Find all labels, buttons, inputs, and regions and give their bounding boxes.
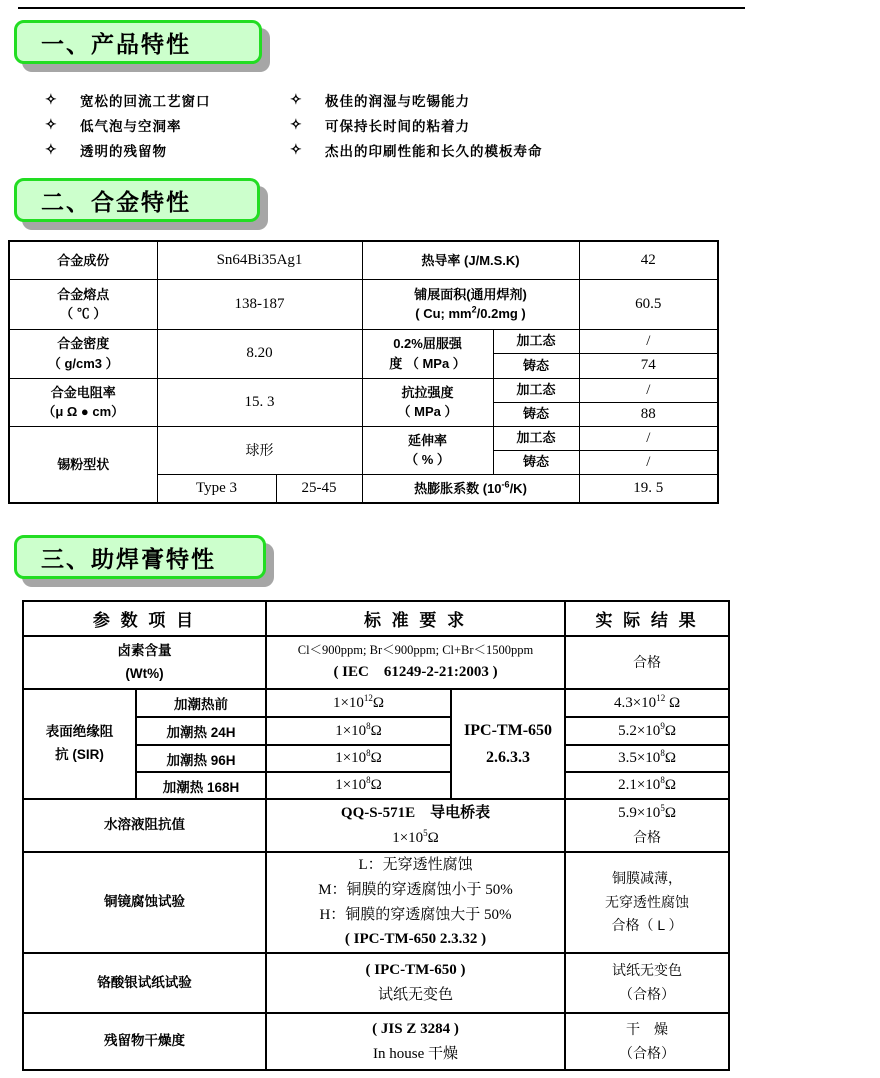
label-line: 合金电阻率 [50,384,116,400]
sir-result: $5.2\times 10^9\Omega$ [565,717,729,745]
diamond-bullet-icon: ✧ [290,116,302,132]
method-line: 2.6.3.3 [486,749,531,766]
result-line: 合格（ L ） [611,917,683,934]
silver-chromate-standard [266,953,565,1013]
section1-banner [14,20,262,64]
label-line: （ % ） [405,452,450,467]
diamond-bullet-icon: ✧ [45,116,57,132]
yield-wrought-value: / [579,329,718,353]
standard-line: In house 干燥 [373,1045,459,1062]
sir-condition: 加潮热 96H [136,745,266,772]
standard-line: M：铜膜的穿透腐蚀小于 50% [318,881,513,898]
section3-banner [14,535,266,579]
label-line: 延伸率 [408,432,448,448]
label-line: （ MPa ） [397,404,458,419]
residue-dryness-label: 残留物干燥度 [23,1013,266,1070]
sir-result: $3.5\times 10^8\Omega$ [565,745,729,772]
silver-chromate-result [565,953,729,1013]
diamond-bullet-icon: ✧ [290,141,302,157]
resistivity-value: 15. 3 [157,378,362,426]
label-line: 抗拉强度 [401,384,454,400]
solution-resistance-standard [266,799,565,852]
copper-mirror-result [565,852,729,953]
standard-line: ( JIS Z 3284 ) [372,1020,459,1037]
feature-item [290,137,543,162]
melting-point-value: 138-187 [157,279,362,329]
powder-shape-label: 锡粉型状 [9,426,157,503]
tensile-strength-label [362,378,493,426]
result-line: 试纸无变色 [612,962,683,979]
label-line: 度 （ MPa ） [389,355,466,371]
yield-cast-value: 74 [579,353,718,378]
density-label [9,329,157,378]
label-line: （ ℃ ） [60,306,107,321]
density-value: 8.20 [157,329,362,378]
spread-area-label [362,279,579,329]
standard-line: H：铜膜的穿透腐蚀大于 50% [319,906,512,923]
header-standard: 标 准 要 求 [266,601,565,636]
result-line: $5.9\times 10^5\Omega$ [618,802,676,821]
tensile-wrought-value: / [579,378,718,402]
flux-properties-table [22,600,730,1071]
label-line: 铺展面积(通用焊剂) [414,286,527,302]
wrought-state-label: 加工态 [493,329,579,353]
standard-line: ( IPC-TM-650 2.3.32 ) [344,931,487,948]
label-line: 抗 (SIR) [55,747,104,762]
label-line: 卤素含量 [117,642,172,658]
copper-mirror-label: 铜镜腐蚀试验 [23,852,266,953]
sir-condition: 加潮热 24H [136,717,266,745]
thermal-conductivity-value: 42 [579,241,718,279]
label-line: 合金熔点 [57,286,110,302]
solution-resistance-result [565,799,729,852]
diamond-bullet-icon: ✧ [290,91,302,107]
result-line: （合格） [619,986,676,1002]
header-parameter: 参 数 项 目 [23,601,266,636]
elongation-cast-value: / [579,450,718,474]
halogen-result: 合格 [565,636,729,689]
standard-line: Cl＜900ppm; Br＜900ppm; Cl+Br＜1500ppm [297,642,534,657]
standard-line: 试纸无变色 [378,987,454,1003]
alloy-properties-table [8,240,719,504]
powder-type-value: Type 3 [157,474,276,503]
sir-condition: 加潮热 168H [136,772,266,799]
section2-title: 二、合金特性 [41,188,191,215]
cte-label: 热膨胀系数 $(10^{-6}/K)$ [362,474,579,503]
feature-item [290,112,543,137]
cte-value: 19. 5 [579,474,718,503]
silver-chromate-label: 铬酸银试纸试验 [23,953,266,1013]
halogen-standard [266,636,565,689]
sir-standard: $1\times 10^{12}\Omega$ [266,689,451,717]
features-left-column [45,87,211,162]
wrought-state-label: 加工态 [493,378,579,402]
label-line: (Wt%) [125,665,164,681]
sir-standard: $1\times 10^8\Omega$ [266,772,451,799]
residue-dryness-standard [266,1013,565,1070]
result-line: 合格 [633,829,662,846]
label-line: 表面绝缘阻 [45,724,114,740]
standard-line: ( IEC 61249-2-21:2003 ) [333,664,498,681]
sir-condition: 加潮热前 [136,689,266,717]
powder-shape-value: 球形 [157,426,362,474]
feature-text: 透明的残留物 [80,143,167,159]
cast-state-label: 铸态 [493,353,579,378]
elongation-label [362,426,493,474]
spread-area-value: 60.5 [579,279,718,329]
label-line: （μ Ω ● cm） [42,404,125,419]
feature-item [45,87,211,112]
wrought-state-label: 加工态 [493,426,579,450]
label-line: （ g/cm3 ） [47,355,119,371]
sir-label [23,689,136,799]
page-top-rule [18,7,745,9]
powder-size-value: 25-45 [276,474,362,503]
result-line: （合格） [619,1044,676,1061]
elongation-wrought-value: / [579,426,718,450]
features-right-column [290,87,543,162]
feature-text: 低气泡与空洞率 [80,118,182,134]
result-line: 无穿透性腐蚀 [605,893,690,910]
residue-dryness-result [565,1013,729,1070]
method-line: IPC-TM-650 [464,721,553,739]
diamond-bullet-icon: ✧ [45,141,57,157]
section1-title: 一、产品特性 [41,30,191,57]
feature-text: 极佳的润湿与吃锡能力 [325,93,470,109]
sir-result: $2.1\times 10^8\Omega$ [565,772,729,799]
label-line: ( Cu; $mm^2/0.2mg$ ) [415,304,526,321]
label-line: 合金密度 [57,336,110,351]
cast-state-label: 铸态 [493,450,579,474]
sir-result: $4.3\times 10^{12}$ Ω [565,689,729,717]
sir-standard: $1\times 10^8\Omega$ [266,745,451,772]
copper-mirror-standard [266,852,565,953]
thermal-conductivity-label: 热导率 (J/M.S.K) [362,241,579,279]
standard-line: L：无穿透性腐蚀 [358,857,473,873]
standard-line: ( IPC-TM-650 ) [365,962,466,979]
result-line: 铜膜减薄， [612,869,683,886]
solution-resistance-label: 水溶液阻抗值 [23,799,266,852]
halogen-label [23,636,266,689]
diamond-bullet-icon: ✧ [45,91,57,107]
sir-test-method [451,689,565,799]
feature-item [45,137,211,162]
section3-title: 三、助焊膏特性 [41,545,216,572]
melting-point-label [9,279,157,329]
feature-item [290,87,543,112]
yield-strength-label [362,329,493,378]
cast-state-label: 铸态 [493,402,579,426]
tensile-cast-value: 88 [579,402,718,426]
sir-standard: $1\times 10^8\Omega$ [266,717,451,745]
result-line: 干 燥 [626,1020,669,1037]
header-result: 实 际 结 果 [565,601,729,636]
alloy-composition-value: Sn64Bi35Ag1 [157,241,362,279]
standard-line: $1\times 10^5\Omega$ [392,827,439,846]
feature-text: 宽松的回流工艺窗口 [80,93,211,109]
alloy-composition-label: 合金成份 [9,241,157,279]
standard-line: QQ-S-571E 导电桥表 [340,804,491,821]
feature-item [45,112,211,137]
feature-text: 杰出的印刷性能和长久的模板寿命 [325,143,543,159]
label-line: 0.2%屈服强 [393,336,462,351]
resistivity-label [9,378,157,426]
section2-banner [14,178,260,222]
feature-text: 可保持长时间的粘着力 [325,118,470,134]
